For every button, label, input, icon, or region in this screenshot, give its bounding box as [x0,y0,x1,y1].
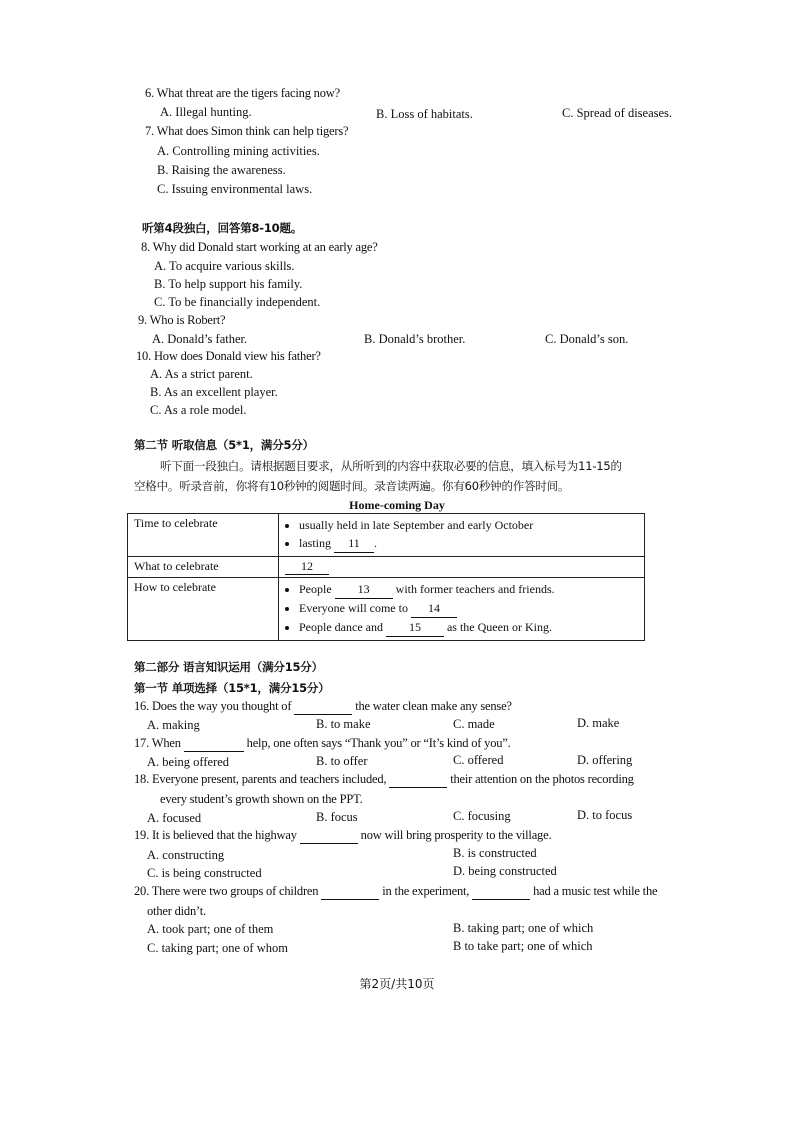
q9-option-a: A. Donald’s father. [152,332,248,346]
q20-option-b: B. taking part; one of which [453,921,594,935]
blank-13[interactable]: 13 [335,581,393,599]
row-how-content [279,578,645,641]
q7-option-a: A. Controlling mining activities. [157,144,320,158]
q18-option-c: C. focusing [453,809,511,823]
row-time-content [279,514,645,557]
q8-option-b: B. To help support his family. [154,277,303,291]
how-item-2: • Everyone will come to 14 [299,600,638,618]
q19-option-d: D. being constructed [453,864,557,878]
q19-option-b: B. is constructed [453,846,537,860]
blank-15[interactable]: 15 [386,619,444,637]
row-what-content [279,557,645,578]
row-what-label: What to celebrate [128,557,279,578]
q8-stem: 8. Why did Donald start working at an early age? [141,240,378,254]
row-time-label: Time to celebrate [128,514,279,557]
q6-option-c: C. Spread of diseases. [562,106,673,120]
how-item-3: • People dance and 15 as the Queen or King. [299,619,638,637]
q20-stem-line2: other didn’t. [147,904,206,918]
q17-option-b: B. to offer [316,754,368,768]
q17-option-a: A. being offered [147,755,230,769]
q20-stem: 20. There were two groups of children in the experiment, had a music test while the [134,884,658,898]
q9-option-b: B. Donald’s brother. [364,332,466,346]
q20-option-d: B to take part; one of which [453,939,593,953]
q18-option-b: B. focus [316,810,358,824]
q16-option-a: A. making [147,718,200,732]
q18-stem: 18. Everyone present, parents and teachers included, their attention on the photos recording [134,772,634,786]
q19-option-c: C. is being constructed [147,866,262,880]
q19-stem: 19. It is believed that the highway now will bring prosperity to the village. [134,828,552,842]
q10-option-b: B. As an excellent player. [150,385,278,399]
time-item-2: • lasting 11 . [299,535,638,553]
q7-stem: 7. What does Simon think can help tigers? [145,124,349,138]
q17-option-c: C. offered [453,753,504,767]
q9-stem: 9. Who is Robert? [138,313,226,327]
blank-14[interactable]: 14 [411,600,457,618]
q18-option-d: D. to focus [577,808,633,822]
q17-stem: 17. When help, one often says “Thank you” or “It’s kind of you”. [134,736,511,750]
q7-option-b: B. Raising the awareness. [157,163,286,177]
home-coming-table [127,513,645,641]
q10-option-a: A. As a strict parent. [150,367,253,381]
q19-option-a: A. constructing [147,848,225,862]
blank-11[interactable]: 11 [334,535,374,553]
row-how-label: How to celebrate [128,578,279,641]
q20-option-c: C. taking part; one of whom [147,941,288,955]
q16-option-b: B. to make [316,717,371,731]
page-number: 第2页/共10页 [359,977,435,991]
q6-stem: 6. What threat are the tigers facing now? [145,86,340,100]
q6-option-b: B. Loss of habitats. [376,107,473,121]
q8-option-c: C. To be financially independent. [154,295,321,309]
part2-instructions-line1: 听下面一段独白。请根据题目要求，从所听到的内容中获取必要的信息，填入标号为11-15的 [160,459,622,473]
q18-option-a: A. focused [147,811,202,825]
part3-heading: 第二部分 语言知识运用（满分15分） [134,660,323,674]
how-item-1: • People 13 with former teachers and friends. [299,581,638,599]
q10-stem: 10. How does Donald view his father? [136,349,321,363]
q9-option-c: C. Donald’s son. [545,332,629,346]
blank-12[interactable]: 12 [285,559,329,575]
q6-option-a: A. Illegal hunting. [160,105,252,119]
section4-heading: 听第4段独白，回答第8-10题。 [142,221,303,235]
q18-stem-line2: every student’s growth shown on the PPT. [160,792,363,806]
q20-option-a: A. took part; one of them [147,922,274,936]
q16-option-d: D. make [577,716,620,730]
q16-stem: 16. Does the way you thought of the water clean make any sense? [134,699,512,713]
part2-instructions-line2: 空格中。听录音前，你将有10秒钟的阅题时间。录音读两遍。你有60秒钟的作答时间。 [134,479,570,493]
part3-subheading: 第一节 单项选择（15*1，满分15分） [134,681,330,695]
q8-option-a: A. To acquire various skills. [154,259,295,273]
time-item-1: • usually held in late September and early October [299,517,638,534]
q16-option-c: C. made [453,717,495,731]
q10-option-c: C. As a role model. [150,403,247,417]
q7-option-c: C. Issuing environmental laws. [157,182,313,196]
q17-option-d: D. offering [577,753,633,767]
part2-heading: 第二节 听取信息（5*1，满分5分） [134,438,314,452]
table-title: Home-coming Day [349,498,445,512]
